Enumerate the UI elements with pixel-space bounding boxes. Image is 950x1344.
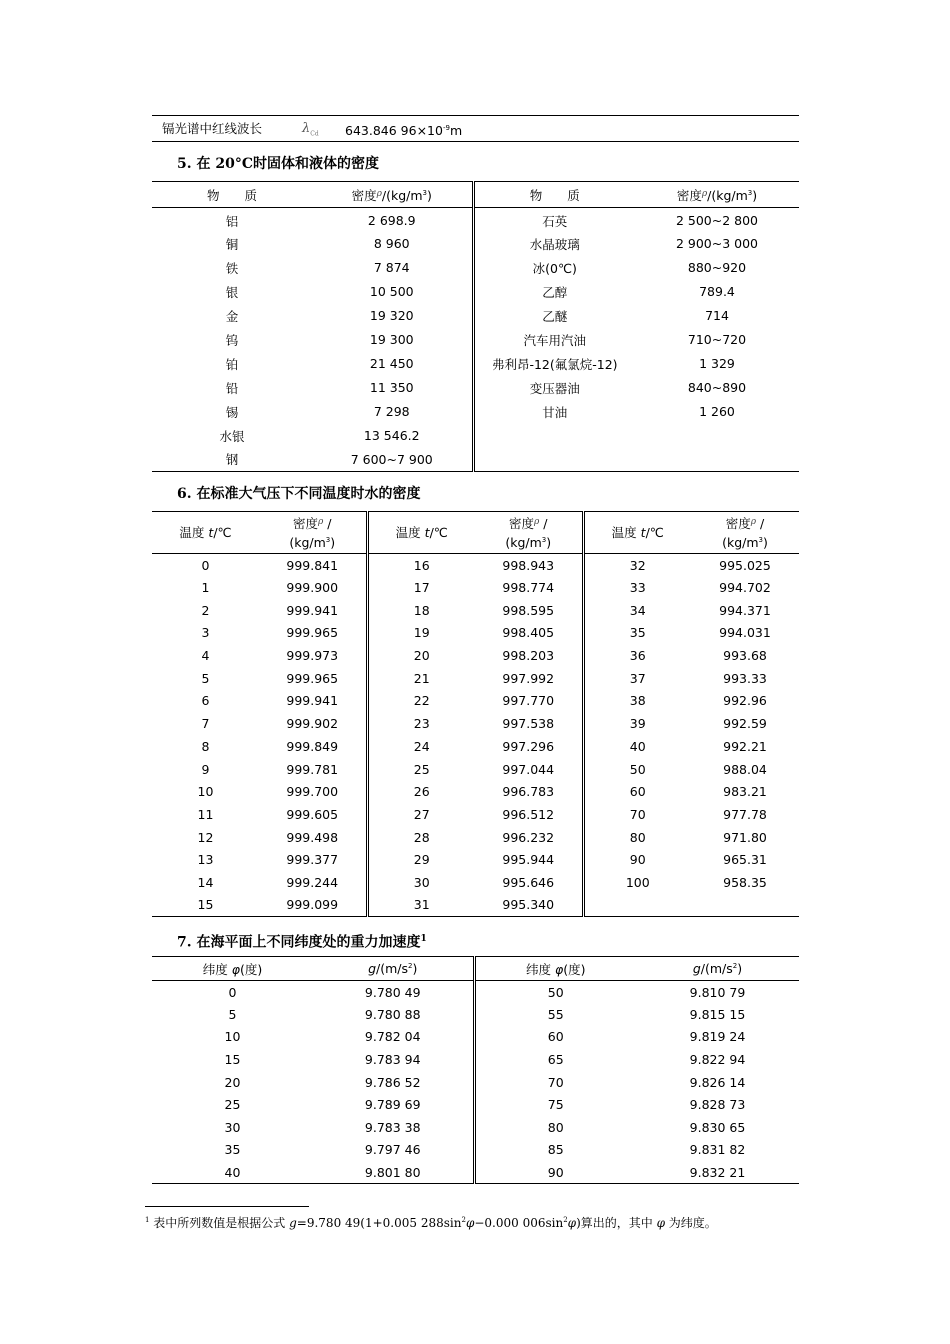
table-cell: 80: [629, 829, 646, 845]
table-cell: 2: [201, 602, 210, 618]
table-cell: 996.232: [475, 826, 583, 849]
table-cell: 1 329: [699, 356, 735, 371]
table-row: [152, 554, 799, 577]
table-cell: 9.826 14: [689, 1074, 746, 1090]
header-temperature: 温度 t/℃: [179, 524, 232, 540]
table-cell: 60: [547, 1029, 564, 1045]
table-row: [152, 1003, 799, 1026]
table-cell: 65: [547, 1052, 564, 1068]
density-table-solids-liquids: [152, 181, 799, 472]
table-cell: [635, 448, 799, 472]
table-cell: 999.244: [259, 871, 367, 894]
table-cell: 铅: [225, 380, 239, 396]
table-cell: 983.21: [723, 784, 767, 800]
table-cell: 2 900~3 000: [675, 236, 759, 251]
table-row: [152, 424, 799, 448]
table-cell: 9.797 46: [313, 1139, 474, 1162]
table-cell: 999.941: [259, 599, 367, 622]
table-cell: 9.822 94: [689, 1052, 746, 1068]
table-row: [152, 826, 799, 849]
table-cell: 23: [413, 716, 430, 732]
table-cell: 997.992: [475, 667, 583, 690]
table-cell: 996.783: [475, 780, 583, 803]
table-cell: 70: [547, 1074, 564, 1090]
table-cell: 994.702: [719, 580, 771, 596]
table-row: [152, 599, 799, 622]
table-cell: 998.595: [475, 599, 583, 622]
table-cell: 2 500~2 800: [675, 213, 759, 229]
table-cell: 22: [413, 693, 430, 709]
table-cell: 10: [224, 1029, 241, 1045]
table-cell: 9.810 79: [689, 984, 746, 1000]
table-cell: 999.941: [259, 690, 367, 713]
section6-title: 6. 在标准大气压下不同温度时水的密度: [177, 486, 421, 502]
table-cell: 25: [413, 761, 430, 777]
table-cell: 998.203: [475, 644, 583, 667]
table-cell: 988.04: [723, 761, 767, 777]
table-cell: [473, 424, 635, 448]
table-cell: 999.099: [259, 894, 367, 917]
table-cell: 999.605: [259, 803, 367, 826]
table-cell: 90: [629, 852, 646, 868]
table-row: [152, 448, 799, 472]
table-cell: 33: [629, 580, 646, 596]
table-cell: 994.031: [719, 625, 771, 641]
table-cell: 965.31: [723, 852, 767, 868]
table-cell: 55: [547, 1006, 564, 1022]
header-density: 密度$^\rho$ / $(kg/m^3)$: [722, 515, 768, 551]
table-cell: 992.96: [723, 693, 767, 709]
table-header-row: [152, 957, 799, 981]
table-row: [152, 328, 799, 352]
table-cell: 34: [629, 602, 646, 618]
table-cell: 39: [629, 716, 646, 732]
table-cell: 铁: [225, 260, 239, 276]
table-cell: 999.781: [259, 758, 367, 781]
table-cell: 21: [413, 670, 430, 686]
table-row: [152, 576, 799, 599]
table-cell: 1: [201, 580, 210, 596]
table-cell: 20: [224, 1074, 241, 1090]
table-cell: 9: [201, 761, 210, 777]
table-cell: 50: [629, 761, 646, 777]
table-cell: 993.33: [723, 670, 767, 686]
table-cell: 10: [197, 784, 214, 800]
table-cell: 85: [547, 1142, 564, 1158]
table-cell: 999.973: [259, 644, 367, 667]
table-cell: 11: [197, 806, 214, 822]
table-cell: 997.770: [475, 690, 583, 713]
table-row: [152, 644, 799, 667]
table-cell: 714: [705, 308, 729, 323]
table-cell: 75: [547, 1097, 564, 1113]
table-cell: 8: [201, 738, 210, 754]
table-cell: 999.965: [259, 622, 367, 645]
table-cell: 金: [225, 308, 239, 324]
table-cell: 999.965: [259, 667, 367, 690]
table-cell: 60: [629, 784, 646, 800]
table-cell: 锡: [225, 404, 239, 420]
table-row: [152, 690, 799, 713]
table-cell: 9.780 88: [313, 1003, 474, 1026]
table-cell: 9.783 38: [313, 1116, 474, 1139]
table-row: [152, 256, 799, 280]
table-cell: 992.21: [723, 738, 767, 754]
table-cell: 997.044: [475, 758, 583, 781]
table-cell: 9.832 21: [689, 1164, 746, 1180]
table-cell: 993.68: [723, 648, 767, 664]
header-gravity: $g/(m/s^2)$: [313, 957, 474, 981]
table-cell: 999.377: [259, 848, 367, 871]
table-cell: 977.78: [723, 806, 767, 822]
table-cell: 银: [225, 284, 239, 300]
header-density: 密度$^\rho$ / $(kg/m^3)$: [475, 512, 583, 554]
table-row: [152, 712, 799, 735]
table-cell: 19 300: [312, 328, 473, 352]
table-row: [152, 1161, 799, 1184]
table-cell: 9.819 24: [689, 1029, 746, 1045]
table-cell: 9.782 04: [313, 1026, 474, 1049]
table-cell: 971.80: [723, 829, 767, 845]
table-cell: 7 600~7 900: [312, 448, 473, 472]
table-cell: 铝: [225, 213, 239, 229]
table-cell: 1 260: [699, 404, 735, 419]
table-cell: 38: [629, 693, 646, 709]
lambda-symbol: $\lambda_{Cd}$: [302, 121, 319, 138]
table-cell: 999.498: [259, 826, 367, 849]
table-cell: 甘油: [542, 404, 568, 420]
table-row: [152, 803, 799, 826]
header-latitude: 纬度 φ(度): [526, 961, 586, 977]
table-row: [152, 622, 799, 645]
table-cell: 50: [547, 984, 564, 1000]
row-value: 643.846 $96\times 10^{-9}m$: [345, 123, 463, 139]
table-cell: 21 450: [312, 352, 473, 376]
table-cell: 18: [413, 602, 430, 618]
table-row: [152, 1071, 799, 1094]
table-cell: 997.296: [475, 735, 583, 758]
table-cell: 0: [228, 984, 237, 1000]
table-header-row: [152, 512, 799, 554]
table-cell: 994.371: [719, 602, 771, 618]
table-cell: 880~920: [687, 260, 747, 275]
table-cell: 30: [224, 1119, 241, 1135]
table-cell: 36: [629, 648, 646, 664]
table-cell: 3: [201, 625, 210, 641]
table-cell: 2 698.9: [312, 208, 473, 232]
table-cell: 9.831 82: [689, 1142, 746, 1158]
table-row: [152, 1139, 799, 1162]
table-row: [152, 667, 799, 690]
section7-title: 7. 在海平面上不同纬度处的重力加速度$^1$: [177, 934, 427, 951]
table-row: [152, 871, 799, 894]
table-cell: 4: [201, 648, 210, 664]
table-row: [152, 848, 799, 871]
table-cell: 7 874: [312, 256, 473, 280]
table-cell: 9.830 65: [689, 1119, 746, 1135]
table-cell: 840~890: [687, 380, 747, 395]
table-cell: 钨: [225, 332, 239, 348]
table-row: [152, 780, 799, 803]
table-cell: 0: [201, 557, 210, 573]
table-cell: 水银: [219, 428, 245, 444]
table-cell: 19 320: [312, 304, 473, 328]
table-cell: 999.849: [259, 735, 367, 758]
table-cell: 37: [629, 670, 646, 686]
table-cell: [635, 424, 799, 448]
table-cell: 997.538: [475, 712, 583, 735]
table-cell: 13: [197, 852, 214, 868]
table-cell: 90: [547, 1164, 564, 1180]
table-cell: 35: [224, 1142, 241, 1158]
table-cell: 70: [629, 806, 646, 822]
table-cell: 12: [197, 829, 214, 845]
table-cell: 992.59: [723, 716, 767, 732]
table-row: [152, 304, 799, 328]
table-cell: 80: [547, 1119, 564, 1135]
table-cell: 9.828 73: [689, 1097, 746, 1113]
table-cell: 998.405: [475, 622, 583, 645]
water-density-table: [152, 511, 799, 917]
table-row: [152, 400, 799, 424]
table-row: [152, 735, 799, 758]
table-cell: [583, 894, 691, 917]
table-header-row: [152, 182, 799, 208]
header-gravity: $g/(m/s^2)$: [692, 961, 743, 976]
table-cell: 5: [228, 1006, 237, 1022]
table-cell: 40: [629, 738, 646, 754]
table-cell: 7 298: [312, 400, 473, 424]
table-cell: 9.780 49: [313, 981, 474, 1004]
table-cell: 13 546.2: [312, 424, 473, 448]
table-cell: 钢: [225, 452, 239, 468]
table-cell: 15: [224, 1052, 241, 1068]
table-cell: 999.841: [259, 554, 367, 577]
table-cell: 9.789 69: [313, 1093, 474, 1116]
table-cell: 变压器油: [529, 380, 580, 396]
table-cell: 8 960: [312, 232, 473, 256]
header-substance: 物 质: [206, 187, 257, 203]
table-row: [152, 352, 799, 376]
table-cell: 乙醇: [542, 284, 568, 300]
footnote: $^1$ 表中所列数值是根据公式 g=9.780 49(1+0.005 $288\sin^2\varphi-0.000$ $006\sin^2\varphi$)算出的，其中 φ 为纬度。: [145, 1216, 717, 1230]
table-cell: 冰(0℃): [532, 260, 577, 276]
footnote-separator: [145, 1206, 309, 1207]
table-cell: 14: [197, 874, 214, 890]
header-temperature: 温度 t/℃: [611, 524, 664, 540]
table-row: [152, 1093, 799, 1116]
table-cell: 汽车用汽油: [523, 332, 586, 348]
table-cell: 995.025: [719, 557, 771, 573]
table-cell: 6: [201, 693, 210, 709]
table-cell: 27: [413, 806, 430, 822]
table-cell: 32: [629, 557, 646, 573]
table-cell: 24: [413, 738, 430, 754]
table-cell: 26: [413, 784, 430, 800]
table-cell: 铜: [225, 236, 239, 252]
table-row: [152, 1026, 799, 1049]
table-cell: 9.786 52: [313, 1071, 474, 1094]
table-cell: 998.943: [475, 554, 583, 577]
table-cell: 999.700: [259, 780, 367, 803]
table-cell: 29: [413, 852, 430, 868]
header-density: 密度$^\rho/(kg/m^3)$: [312, 182, 473, 208]
table-cell: 9.801 80: [313, 1161, 474, 1184]
table-cell: 100: [625, 874, 650, 890]
table-cell: 31: [413, 897, 430, 913]
table-cell: 弗利昂-12(氟氯烷-12): [491, 356, 618, 372]
row-label: 镉光谱中红线波长: [162, 121, 263, 136]
table-row: [152, 208, 799, 232]
table-row: [152, 232, 799, 256]
table-cell: 28: [413, 829, 430, 845]
table-cell: 30: [413, 874, 430, 890]
table-cell: 5: [201, 670, 210, 686]
table-row: [152, 894, 799, 917]
table-cell: 958.35: [723, 874, 767, 890]
table-cell: 17: [413, 580, 430, 596]
table-cell: [691, 894, 799, 917]
table-cell: 铂: [225, 356, 239, 372]
table-cell: 9.815 15: [689, 1006, 746, 1022]
table-cell: 710~720: [687, 332, 747, 347]
table-cell: 995.944: [475, 848, 583, 871]
table-cell: 19: [413, 625, 430, 641]
header-latitude: 纬度 φ(度): [202, 961, 263, 977]
table-cell: [473, 448, 635, 472]
table-cell: 998.774: [475, 576, 583, 599]
table-row: [152, 758, 799, 781]
table-row: [152, 1048, 799, 1071]
header-density: 密度$^\rho$ / $(kg/m^3)$: [259, 512, 367, 554]
header-substance: 物 质: [529, 187, 580, 203]
table-cell: 乙醚: [542, 308, 568, 324]
table-cell: 40: [224, 1164, 241, 1180]
table-row: [152, 376, 799, 400]
table-cell: 25: [224, 1097, 241, 1113]
table-cell: 996.512: [475, 803, 583, 826]
table-cell: 水晶玻璃: [529, 236, 580, 252]
table-cell: 789.4: [699, 284, 735, 299]
table-cell: 7: [201, 716, 210, 732]
table-row: [152, 280, 799, 304]
table-row: [152, 981, 799, 1004]
table-cell: 20: [413, 648, 430, 664]
table-row: [152, 1116, 799, 1139]
cadmium-wavelength-row: [152, 115, 799, 142]
table-cell: 999.902: [259, 712, 367, 735]
section5-title: 5. 在 20°C时固体和液体的密度: [177, 156, 379, 172]
table-cell: 9.783 94: [313, 1048, 474, 1071]
table-cell: 995.340: [475, 894, 583, 917]
table-cell: 35: [629, 625, 646, 641]
table-cell: 16: [413, 557, 430, 573]
header-temperature: 温度 t/℃: [395, 524, 448, 540]
table-cell: 石英: [542, 213, 568, 229]
table-cell: 10 500: [312, 280, 473, 304]
table-cell: 995.646: [475, 871, 583, 894]
table-cell: 999.900: [259, 576, 367, 599]
gravity-latitude-table: [152, 956, 799, 1184]
table-cell: 11 350: [312, 376, 473, 400]
header-density: 密度$^\rho/(kg/m^3)$: [676, 187, 758, 203]
table-cell: 15: [197, 897, 214, 913]
